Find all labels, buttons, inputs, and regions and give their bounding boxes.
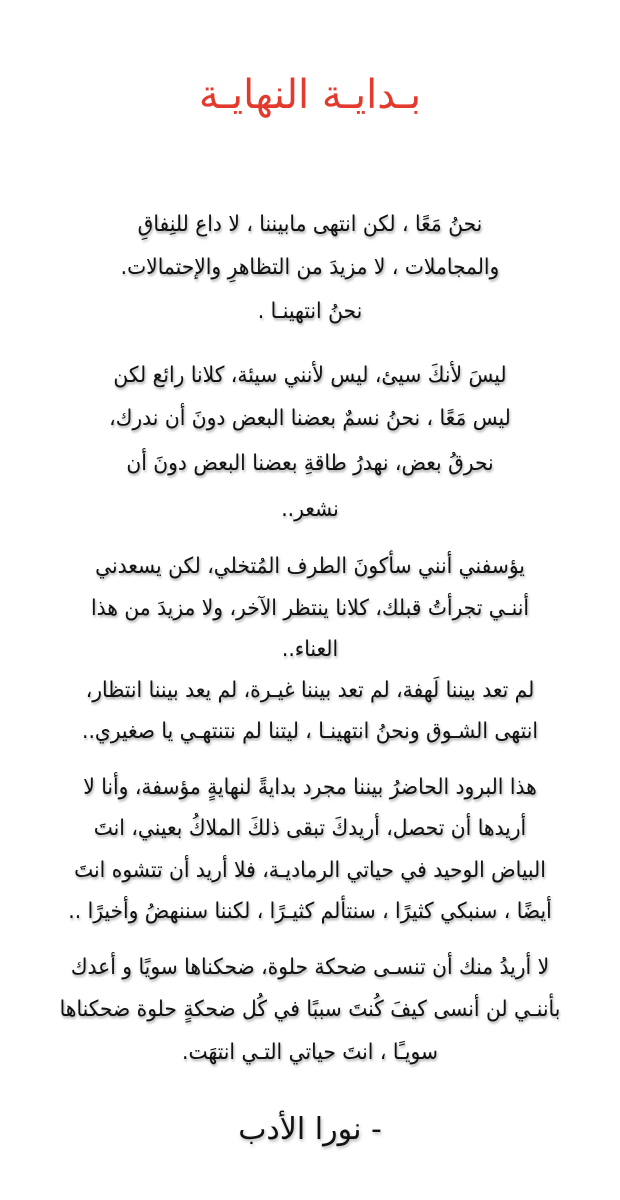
text-line: بأننـي لن أنسى كيفَ كُنتَ سببًا في كُل ضحكةٍ حلوة ضحكناها xyxy=(59,997,561,1022)
author-signature: - نورا الأدب xyxy=(238,1112,382,1147)
text-line: نحنُ انتهينـا . xyxy=(257,299,363,324)
text-line: نحنُ مَعًا ، لكن انتهى مابيننا ، لا داع للنِفاقِ xyxy=(137,212,483,237)
text-line: نشعر.. xyxy=(281,497,339,522)
text-line: نحرقُ بعض، نهدرُ طاقةِ بعضنا البعض دونَ أن xyxy=(126,451,494,476)
text-line: انتهى الشـوق ونحنُ انتهينـا ، ليتنا لم نتنتهـي يا صغيري.. xyxy=(82,719,538,744)
text-line: والمجاملات ، لا مزيدَ من التظاهرِ والإحتمالات. xyxy=(120,255,500,280)
text-line: ليس مَعًا ، نحنُ نسمٌ بعضنا البعض دونَ أن ندرك، xyxy=(109,406,511,431)
text-line: أريدها أن تحصل، أريدكَ تبقى ذلكَ الملاكُ بعيني، انتَ xyxy=(93,816,527,841)
text-line: ليسَ لأنكَ سيئ، ليس لأنني سيئة، كلانا رائع لكن xyxy=(113,363,507,388)
text-line: سويـًا ، انتَ حياتي التـي انتهَت. xyxy=(182,1040,438,1065)
page-title: بـدايـة النهايـة xyxy=(198,72,422,118)
text-line: يؤسفني أنني سأكونَ الطرف المُتخلي، لكن يسعدني xyxy=(95,554,525,579)
text-line: أننـي تجرأتُ قبلك، كلانا ينتظر الآخر، ولا مزيدَ من هذا xyxy=(91,596,529,621)
text-line: العناء.. xyxy=(281,637,339,662)
text-line: لا أريدُ منك أن تنسـى ضحكة حلوة، ضحكناها سويًا و أعدك xyxy=(70,955,550,980)
text-line: هذا البرود الحاضرُ بيننا مجرد بدايةً لنهايةٍ مؤسفة، وأنا لا xyxy=(83,775,537,800)
text-line: البياض الوحيد في حياتي الرماديـة، فلا أريد أن تتشوه انتَ xyxy=(74,858,546,883)
text-line: أيضًا ، سنبكي كثيرًا ، سنتألم كثيـرًا ، لكننا سننهضُ وأخيرًا .. xyxy=(68,899,552,924)
text-line: لم تعد بيننا لَهفة، لم تعد بيننا غيـرة، لم يعد بيننا انتظار، xyxy=(85,678,535,703)
